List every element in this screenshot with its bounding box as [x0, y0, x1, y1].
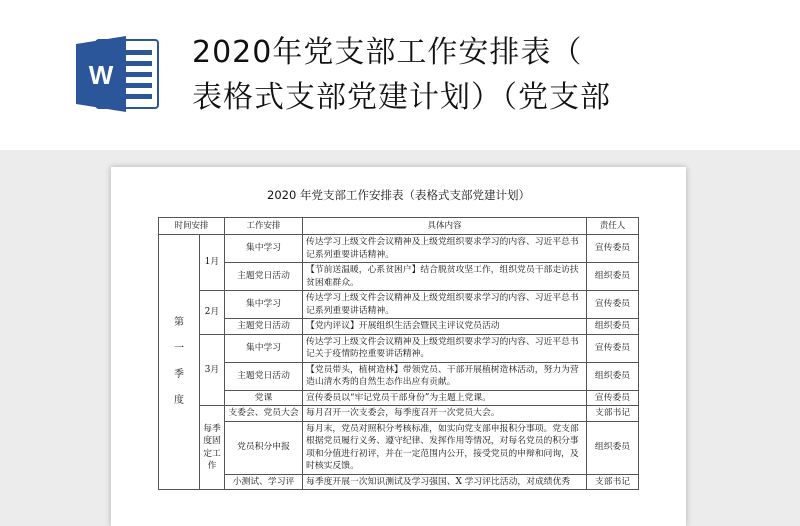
owner-cell: 宣传委员 — [587, 390, 639, 406]
owner-cell: 宣传委员 — [587, 291, 639, 319]
table-row — [159, 362, 639, 390]
season-cell: 第 一 季 度 — [159, 235, 200, 490]
document-title: 2020 年党支部工作安排表（表格式支部党建计划） — [267, 188, 530, 202]
month-cell: 2月 — [200, 291, 225, 335]
table-row — [159, 421, 639, 474]
owner-cell: 组织委员 — [587, 263, 639, 291]
page-title — [192, 30, 611, 120]
column-header: 时间安排 — [159, 218, 225, 235]
table-row — [159, 474, 639, 490]
content-cell: 【节前送温暖，心系贫困户】结合脱贫攻坚工作，组织党员干部走访扶贫困难群众。 — [303, 263, 587, 291]
table-header-row — [159, 218, 639, 235]
task-cell: 主题党日活动 — [225, 319, 303, 335]
content-cell: 传达学习上级文件会议精神及上级党组织要求学习的内容、习近平总书记系列重要讲话精神。 — [303, 235, 587, 263]
owner-cell: 支部书记 — [587, 474, 639, 490]
svg-text:W: W — [88, 60, 114, 90]
content-cell: 宣传委员以“牢记党员干部身份”为主题上党课。 — [303, 390, 587, 406]
task-cell: 主题党日活动 — [225, 263, 303, 291]
table-row — [159, 406, 639, 422]
header — [0, 0, 800, 150]
column-header: 工作安排 — [225, 218, 303, 235]
task-cell: 党员积分申报 — [225, 421, 303, 474]
content-cell: 每月召开一次支委会，每季度召开一次党员大会。 — [303, 406, 587, 422]
table-row — [159, 390, 639, 406]
owner-cell: 组织委员 — [587, 421, 639, 474]
content-cell: 【党员带头，植树造林】带领党员、干部开展植树造林活动，努力为营造山清水秀的自然生态作出应有贡献。 — [303, 362, 587, 390]
month-cell: 1月 — [200, 235, 225, 291]
owner-cell: 支部书记 — [587, 406, 639, 422]
owner-cell: 组织委员 — [587, 319, 639, 335]
content-cell: 传达学习上级文件会议精神及上级党组织要求学习的内容、习近平总书记系列重要讲话精神。 — [303, 291, 587, 319]
document-page — [111, 167, 686, 526]
task-cell: 集中学习 — [225, 334, 303, 362]
task-cell: 集中学习 — [225, 291, 303, 319]
task-cell: 党课 — [225, 390, 303, 406]
word-document-icon — [76, 34, 162, 114]
task-cell: 集中学习 — [225, 235, 303, 263]
content-cell: 【党内评议】开展组织生活会暨民主评议党员活动 — [303, 319, 587, 335]
column-header: 责任人 — [587, 218, 639, 235]
title-line-1: 2020年党支部工作安排表（ — [192, 35, 583, 70]
task-cell: 主题党日活动 — [225, 362, 303, 390]
content-cell: 每月末，党员对照积分考核标准，如实向党支部申报积分事项。党支部根据党员履行义务、遵守纪律、发挥作用等情况，对每名党员的积分事项和分值进行初评，并在一定范围内公开，接受党员的申辩和问询，及时核实反馈。 — [303, 421, 587, 474]
table-row — [159, 235, 639, 263]
title-line-2: 表格式支部党建计划）（党支部 — [192, 80, 611, 115]
content-cell: 传达学习上级文件会议精神及上级党组织要求学习的内容、习近平总书记关于疫情防控重要讲话精神。 — [303, 334, 587, 362]
month-cell: 3月 — [200, 334, 225, 406]
table-row — [159, 263, 639, 291]
table-row — [159, 334, 639, 362]
owner-cell: 宣传委员 — [587, 235, 639, 263]
table-row — [159, 319, 639, 335]
month-cell: 每季度固定工作 — [200, 406, 225, 490]
content-cell: 每季度开展一次知识测试及学习强国、X 学习评比活动，对成绩优秀 — [303, 474, 587, 490]
column-header: 具体内容 — [303, 218, 587, 235]
owner-cell: 组织委员 — [587, 362, 639, 390]
task-cell: 小测试、学习评 — [225, 474, 303, 490]
owner-cell: 宣传委员 — [587, 334, 639, 362]
table-row — [159, 291, 639, 319]
task-cell: 支委会、党员大会 — [225, 406, 303, 422]
work-plan-table — [158, 217, 639, 490]
